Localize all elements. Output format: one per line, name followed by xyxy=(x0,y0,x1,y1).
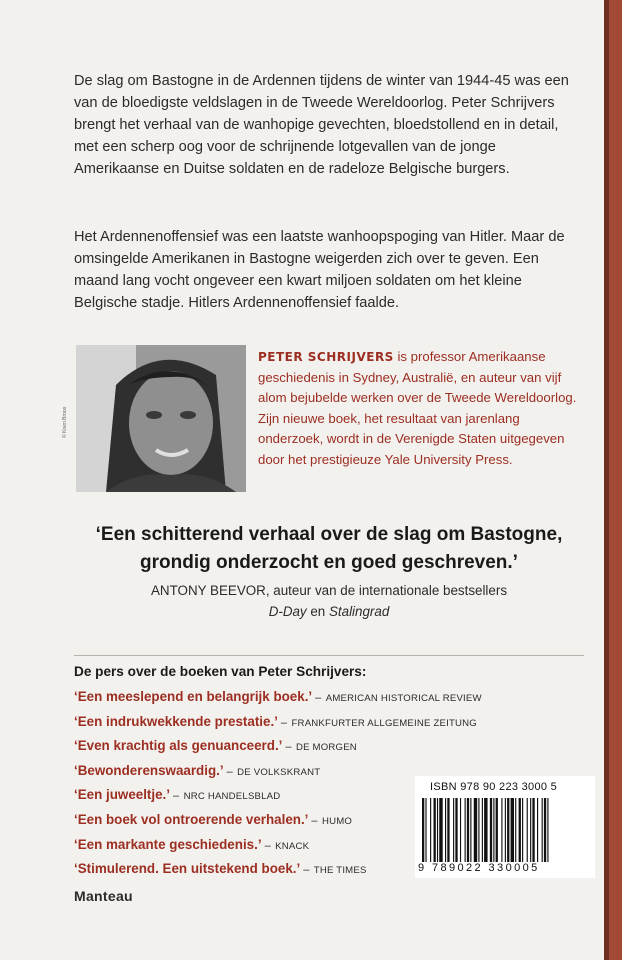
barcode-bar xyxy=(474,798,477,862)
press-heading: De pers over de boeken van Peter Schrijvers: xyxy=(74,664,367,679)
barcode-bar xyxy=(460,798,461,862)
press-source: AMERICAN HISTORICAL REVIEW xyxy=(325,693,482,704)
barcode-bar xyxy=(544,798,546,862)
barcode-bar xyxy=(532,798,534,862)
barcode-bar xyxy=(478,798,479,862)
barcode-bar xyxy=(453,798,454,862)
barcode-bar xyxy=(501,798,502,862)
press-quote: ‘Een indrukwekkende prestatie.’ xyxy=(74,713,278,729)
barcode-bar xyxy=(493,798,494,862)
press-quote: ‘Een markante geschiedenis.’ xyxy=(74,836,262,852)
press-quote-item xyxy=(74,762,434,787)
barcode-bar xyxy=(434,798,436,862)
barcode-digits: 9 789022 330005 xyxy=(418,862,540,874)
barcode-bar xyxy=(522,798,523,862)
press-quote: ‘Een boek vol ontroerende verhalen.’ xyxy=(74,811,309,827)
barcode-bar xyxy=(482,798,483,862)
barcode-bar xyxy=(542,798,543,862)
press-source: NRC HANDELSBLAD xyxy=(183,791,281,803)
barcode-bar xyxy=(470,798,471,862)
barcode-bar xyxy=(505,798,506,862)
barcode-bar xyxy=(425,798,426,862)
book-title-2: Stalingrad xyxy=(328,604,390,619)
photo-credit: © Koen Broos xyxy=(62,406,68,438)
featured-quote xyxy=(74,521,584,577)
press-quote-item xyxy=(74,836,434,861)
intro-paragraph-1: De slag om Bastogne in de Ardennen tijdens de winter van 1944-45 was een van de bloedigste veldslagen in de Tweede Wereldoorlog. Peter Schrijvers brengt het verhaal van de wanhopige gevechten, bloedstollend en in detail, met een scherp oog voor de schrijnende lotgevallen van de jonge Amerikaanse en Duitse soldaten en de radeloze Belgische burgers. xyxy=(74,73,569,177)
barcode-bar xyxy=(447,798,449,862)
press-quote-item xyxy=(74,811,434,836)
author-photo xyxy=(76,345,246,492)
press-quote: ‘Een juweeltje.’ xyxy=(74,787,170,803)
press-quote: ‘Een meeslepend en belangrijk boek.’ xyxy=(74,689,313,704)
press-source: KNACK xyxy=(275,840,310,852)
isbn-label: ISBN 978 90 223 3000 5 xyxy=(430,781,558,793)
author-name: PETER SCHRIJVERS xyxy=(258,350,394,364)
barcode-bar xyxy=(422,798,424,862)
press-quote: ‘Even krachtig als genuanceerd.’ xyxy=(74,738,283,754)
book-title-1: D-Day xyxy=(268,604,307,619)
press-source: HUMO xyxy=(321,815,353,827)
spine-edge xyxy=(604,0,609,960)
press-source: DE VOLKSKRANT xyxy=(237,766,321,778)
featured-quote-line-2: grondig onderzocht en goed geschreven.’ xyxy=(140,552,518,573)
barcode-bar xyxy=(490,798,492,862)
press-quote-item xyxy=(74,688,482,713)
press-dash: – xyxy=(303,864,310,877)
barcode-bar xyxy=(527,798,528,862)
barcode-bar xyxy=(465,798,466,862)
barcode-bar xyxy=(455,798,457,862)
barcode-bar xyxy=(484,798,487,862)
press-dash: – xyxy=(264,839,271,852)
featured-quote-line-1: ‘Een schitterend verhaal over de slag om Bastogne, xyxy=(95,524,563,545)
barcode-bar xyxy=(519,798,521,862)
divider xyxy=(74,655,584,656)
quote-attribution xyxy=(74,580,584,622)
author-bio xyxy=(258,347,588,471)
intro-paragraph-2: Het Ardennenoffensief was een laatste wanhoopspoging van Hitler. Maar de omsingelde Amerikanen in Bastogne weigerden zich over te geven. Een maand lang vocht ongeveer een kwart miljoen soldaten om het kleine Belgische stadje. Hitlers Ardennenoffensief faalde. xyxy=(74,229,565,311)
press-dash: – xyxy=(285,741,292,754)
barcode-bar xyxy=(511,798,514,862)
press-source: DE MORGEN xyxy=(295,742,357,754)
press-quote-item xyxy=(74,860,434,885)
barcode-bar xyxy=(496,798,498,862)
book-joiner: en xyxy=(306,604,329,619)
press-dash: – xyxy=(173,790,180,803)
press-quote-item xyxy=(74,786,434,811)
press-dash: – xyxy=(226,765,233,778)
press-quote-item xyxy=(74,737,434,762)
barcode-bar xyxy=(530,798,531,862)
press-quote: ‘Bewonderenswaardig.’ xyxy=(74,762,224,778)
barcode-bar xyxy=(515,798,516,862)
barcode-bar xyxy=(439,798,442,862)
press-quote-item xyxy=(74,713,477,738)
publisher-name: Manteau xyxy=(74,888,133,904)
press-dash: – xyxy=(311,814,318,827)
press-quote: ‘Stimulerend. Een uitstekend boek.’ xyxy=(74,861,301,877)
press-source: THE TIMES xyxy=(313,865,367,877)
press-dash: – xyxy=(280,716,288,729)
barcode-bar xyxy=(467,798,469,862)
barcode-bar xyxy=(547,798,548,862)
press-source: FRANKFURTER ALLGEMEINE ZEITUNG xyxy=(291,717,477,729)
author-bio-text: is professor Amerikaanse geschiedenis in Sydney, Australië, en auteur van vijf alom bejubelde werken over de Tweede Wereldoorlog. Zijn nieuwe boek, het resultaat van jarenlang onderzoek, wordt in de Verenigde Staten uitgegeven door het prestigieuze Yale University Press. xyxy=(258,349,577,467)
barcode xyxy=(420,798,592,862)
barcode-bar xyxy=(507,798,509,862)
barcode-bar xyxy=(537,798,538,862)
press-dash: – xyxy=(315,692,322,704)
barcode-bar xyxy=(430,798,431,862)
barcode-bar xyxy=(445,798,446,862)
barcode-bar xyxy=(437,798,438,862)
attribution-text: ANTONY BEEVOR, auteur van de internationale bestsellers xyxy=(150,583,508,598)
